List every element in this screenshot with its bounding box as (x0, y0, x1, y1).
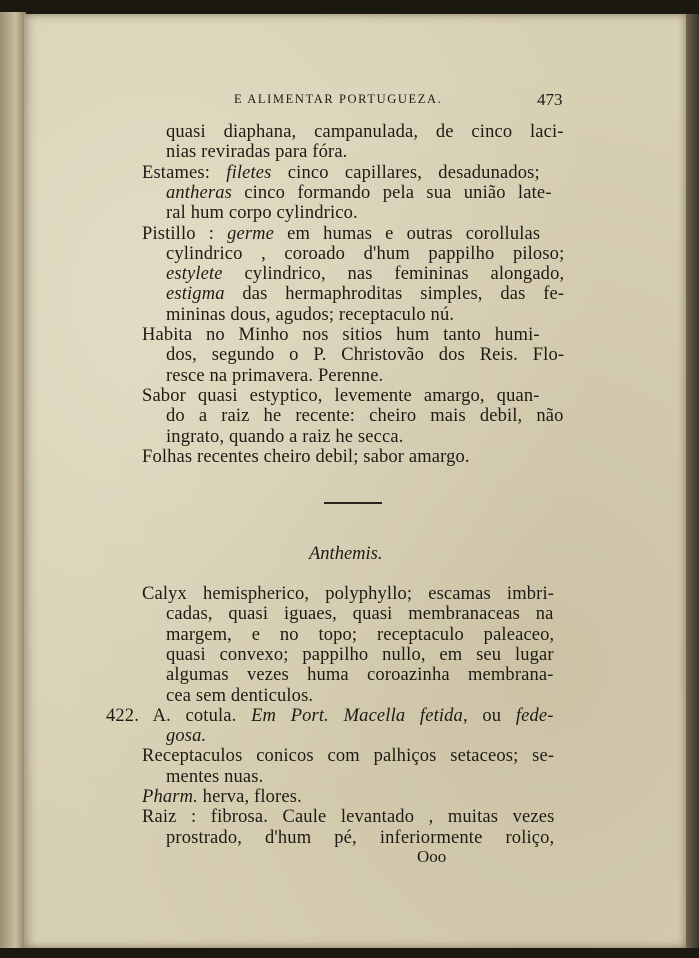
line-segment: dos, segundo o P. Christovão dos Reis. Flo- (166, 345, 565, 366)
text-line (166, 686, 313, 706)
line-segment: resce na primavera. Perenne. (166, 365, 384, 386)
line-segment: Calyx hemispherico, polyphyllo; escamas imbri- (142, 584, 555, 604)
line-segment: mininas dous, agudos; receptaculo nú. (166, 304, 455, 325)
text-line (166, 244, 564, 264)
text-line (142, 224, 540, 244)
line-segment: Receptaculos conicos com palhiços setaceos; se- (142, 746, 555, 767)
line-segment: Em Port. Macella fetida (251, 705, 463, 726)
line-segment: mentes nuas. (166, 766, 264, 787)
line-segment: algumas vezes huma coroazinha membrana- (166, 665, 554, 686)
line-segment: germe (227, 223, 275, 244)
text-line (166, 305, 454, 325)
line-segment: cylindrico, nas femininas alongado, (222, 264, 565, 285)
text-line (142, 325, 540, 345)
text-line (166, 345, 564, 365)
line-segment: Pistillo : (142, 223, 228, 244)
signature-mark: Ooo (417, 847, 447, 866)
line-segment: filetes (226, 162, 272, 183)
line-segment: em humas e outras corollulas (274, 223, 541, 244)
line-segment: cadas, quasi iguaes, quasi membranaceas na (166, 604, 554, 625)
text-line (166, 767, 263, 787)
text-line (142, 807, 554, 827)
line-segment: Sabor quasi estyptico, levemente amargo, quan- (142, 385, 540, 406)
text-line (142, 447, 470, 467)
line-segment: ral hum corpo cylindrico. (166, 203, 358, 224)
running-head: E ALIMENTAR PORTUGUEZA. (234, 92, 443, 106)
line-segment: antheras (166, 182, 232, 203)
book-page (24, 14, 686, 948)
line-segment: cinco capillares, desadunados; (271, 162, 540, 183)
text-line (166, 264, 564, 284)
line-segment: Raiz : fibrosa. Caule levantado , muitas vezes (142, 807, 555, 828)
line-segment: cea sem denticulos. (166, 685, 314, 706)
page-number: 473 (537, 90, 563, 109)
text-line (166, 726, 206, 746)
line-segment: Folhas recentes cheiro debil; sabor amargo. (142, 446, 470, 467)
section-title: Anthemis. (309, 544, 383, 564)
text-line (166, 406, 564, 426)
text-line (166, 665, 554, 685)
text-line (166, 625, 554, 645)
text-line (166, 427, 403, 447)
text-line (142, 386, 540, 406)
line-segment: gosa. (166, 726, 207, 747)
line-segment: nias reviradas para fóra. (166, 142, 348, 163)
line-segment: ingrato, quando a raiz he secca. (166, 426, 404, 447)
text-line (166, 604, 554, 624)
text-line (142, 163, 540, 183)
text-line (142, 787, 302, 807)
text-line (166, 828, 554, 848)
text-line (166, 203, 358, 223)
line-segment: quasi convexo; pappilho nullo, em seu lugar (166, 644, 554, 665)
line-segment: herva, flores. (197, 787, 302, 807)
text-line (166, 122, 564, 142)
line-segment: quasi diaphana, campanulada, de cinco laci- (166, 122, 564, 142)
line-segment: Habita no Minho nos sitios hum tanto humi- (142, 325, 540, 345)
text-line (166, 183, 552, 203)
book-edge-right (686, 14, 699, 948)
text-line (166, 284, 564, 304)
line-segment: Estames: (142, 162, 227, 183)
line-segment: prostrado, d'hum pé, inferiormente roliço, (166, 827, 555, 848)
text-line (106, 706, 554, 726)
text-line (166, 645, 554, 665)
text-line (142, 584, 554, 604)
line-segment: estylete (166, 264, 223, 285)
line-segment: fede- (515, 705, 554, 726)
line-segment: do a raiz he recente: cheiro mais debil, não (166, 406, 564, 427)
line-segment: Pharm. (142, 787, 198, 807)
line-segment: das hermaphroditas simples, das fe- (224, 284, 565, 305)
text-line (166, 366, 383, 386)
line-segment: cinco formando pela sua união late- (231, 182, 552, 203)
text-line (142, 746, 554, 766)
book-spine-left (0, 12, 26, 948)
line-segment: 422. A. cotula. (106, 705, 252, 726)
line-segment: estigma (166, 284, 225, 305)
section-rule (324, 502, 382, 504)
text-line (166, 142, 347, 162)
line-segment: margem, e no topo; receptaculo paleaceo, (166, 624, 555, 645)
line-segment: cylindrico , coroado d'hum pappilho piloso; (166, 243, 565, 264)
line-segment: , ou (462, 705, 516, 726)
